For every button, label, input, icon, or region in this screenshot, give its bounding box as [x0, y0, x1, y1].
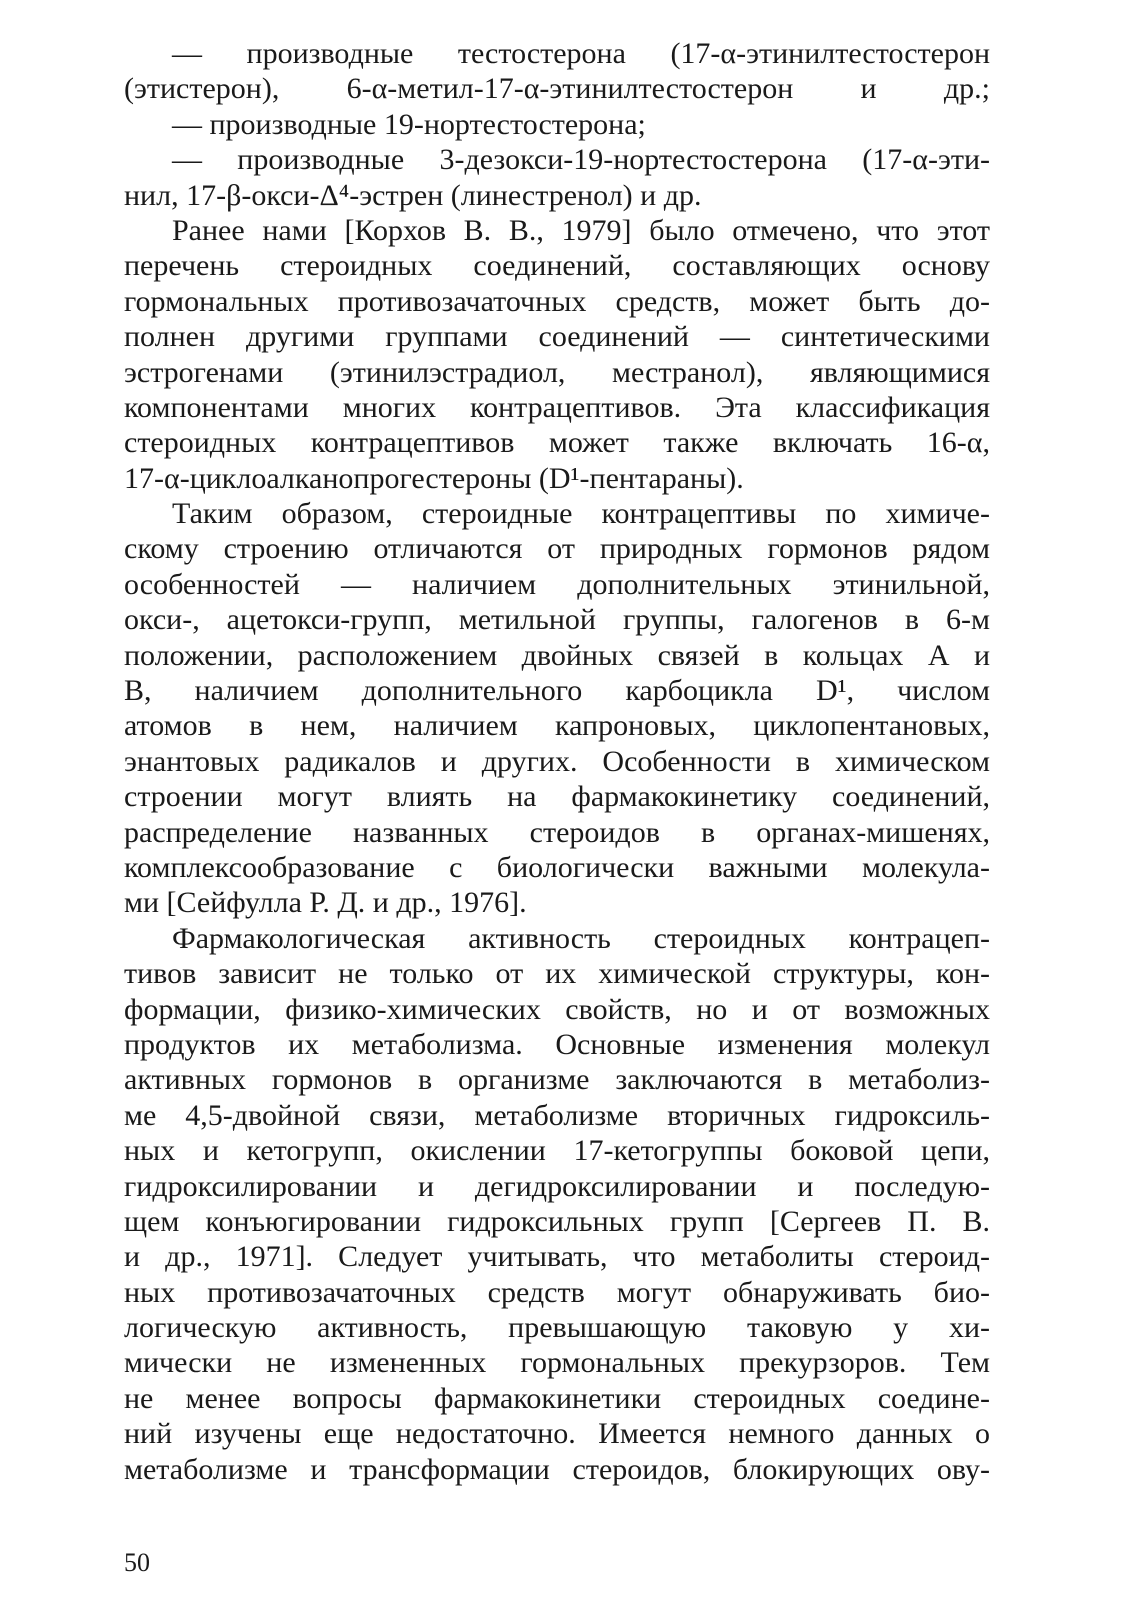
text-line: комплексообразование с биологически важными молекула- [124, 850, 990, 884]
text-line: перечень стероидных соединений, составляющих основу [124, 249, 990, 283]
body-text [124, 36, 990, 1487]
text-line: — производные 3-дезокси-19-нортестостерона (17-α-эти- [172, 143, 990, 177]
text-line: скому строению отличаются от природных гормонов рядом [124, 532, 990, 566]
text-line: стероидных контрацептивов может также включать 16-α, [124, 426, 990, 460]
text-line: положении, расположением двойных связей в кольцах А и [124, 638, 990, 672]
text-line: Таким образом, стероидные контрацептивы по химиче- [172, 497, 990, 531]
text-line: гормональных противозачаточных средств, может быть до- [124, 284, 990, 318]
text-line: щем конъюгировании гидроксильных групп [Сергеев П. В. [124, 1204, 990, 1238]
text-line: полнен другими группами соединений — синтетическими [124, 320, 990, 354]
text-line: мически не измененных гормональных прекурзоров. Тем [124, 1346, 990, 1380]
text-line: Фармакологическая активность стероидных контрацеп- [172, 921, 990, 955]
text-line: эстрогенами (этинилэстрадиол, местранол), являющимися [124, 355, 990, 389]
text-line: распределение названных стероидов в органах-мишенях, [124, 815, 990, 849]
text-line: ме 4,5-двойной связи, метаболизме вторичных гидроксиль- [124, 1098, 990, 1132]
text-line: (этистерон), 6-α-метил-17-α-этинилтестостерон и др.; [124, 72, 990, 106]
text-line: — производные 19-нортестостерона; [172, 107, 646, 141]
text-line: логическую активность, превышающую таковую у хи- [124, 1311, 990, 1345]
text-line: продуктов их метаболизма. Основные изменения молекул [124, 1027, 990, 1061]
text-line: особенностей — наличием дополнительных этинильной, [124, 567, 990, 601]
text-line: В, наличием дополнительного карбоцикла D¹, числом [124, 674, 990, 708]
text-line: компонентами многих контрацептивов. Эта классификация [124, 390, 990, 424]
text-line: 17-α-циклоалканопрогестероны (D¹-пентараны). [124, 461, 744, 495]
page-number: 50 [124, 1548, 150, 1577]
text-line: гидроксилировании и дегидроксилировании и последую- [124, 1169, 990, 1203]
text-line: атомов в нем, наличием капроновых, циклопентановых, [124, 709, 990, 743]
text-line: формации, физико-химических свойств, но и от возможных [124, 992, 990, 1026]
text-line: энантовых радикалов и других. Особенности в химическом [124, 744, 990, 778]
text-line: не менее вопросы фармакокинетики стероидных соедине- [124, 1381, 990, 1415]
text-line: и др., 1971]. Следует учитывать, что метаболиты стероид- [124, 1240, 990, 1274]
text-line: ных и кетогрупп, окислении 17-кетогруппы боковой цепи, [124, 1134, 990, 1168]
text-line: — производные тестостерона (17-α-этинилтестостерон [172, 37, 990, 70]
text-line: ми [Сейфулла Р. Д. и др., 1976]. [124, 886, 527, 920]
text-line: ний изучены еще недостаточно. Имеется немного данных о [124, 1417, 990, 1451]
text-line: активных гормонов в организме заключаются в метаболиз- [124, 1063, 990, 1097]
text-line: строении могут влиять на фармакокинетику соединений, [124, 780, 990, 814]
text-line: окси-, ацетокси-групп, метильной группы, галогенов в 6-м [124, 603, 990, 637]
text-line: нил, 17-β-окси-Δ⁴-эстрен (линестренол) и др. [124, 178, 702, 212]
text-line: тивов зависит не только от их химической структуры, кон- [124, 957, 990, 991]
text-line: Ранее нами [Корхов В. В., 1979] было отмечено, что этот [172, 213, 990, 247]
text-line: ных противозачаточных средств могут обнаруживать био- [124, 1275, 990, 1309]
text-line: метаболизме и трансформации стероидов, блокирующих ову- [124, 1452, 990, 1486]
